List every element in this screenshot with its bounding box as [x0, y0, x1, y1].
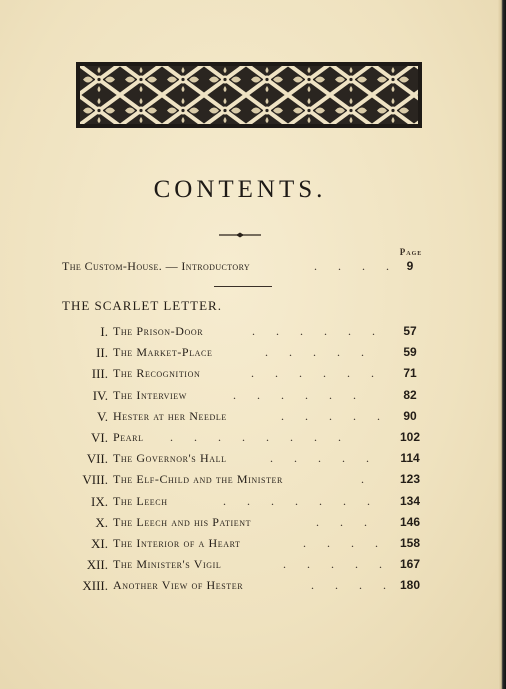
leader-dots: . . . . . .	[252, 324, 384, 338]
chapter-numeral: II.	[96, 345, 108, 361]
chapter-numeral: VIII.	[82, 472, 108, 488]
chapter-numeral: XIII.	[82, 578, 108, 594]
chapter-title: Pearl	[113, 430, 144, 444]
leader-dots: . . . . .	[265, 345, 373, 360]
chapter-numeral: III.	[91, 366, 108, 382]
leader-dots: . . . .	[311, 578, 395, 593]
contents-entry-intro	[0, 259, 506, 279]
ornamental-divider-icon	[219, 231, 261, 239]
contents-entry	[0, 515, 506, 535]
chapter-title: The Interview	[113, 387, 187, 402]
chapter-title: The Prison-Door	[113, 324, 204, 338]
leader-dots: . . . . .	[270, 451, 378, 466]
leader-dots: . . . . . . .	[223, 493, 379, 508]
page-column-header: Page	[399, 247, 423, 257]
chapter-page: 158	[399, 536, 421, 550]
chapter-title: Another View of Hester	[113, 578, 244, 593]
contents-entry	[0, 536, 506, 556]
chapter-page: 71	[403, 366, 417, 381]
section-rule	[214, 286, 272, 287]
lattice-ornament-icon	[78, 64, 420, 126]
chapter-title: The Elf-Child and the Minister	[113, 472, 283, 487]
contents-entry	[0, 451, 506, 471]
chapter-page: 134	[399, 493, 421, 508]
chapter-title: The Minister's Vigil	[113, 557, 222, 572]
leader-dots: . . . . . .	[233, 387, 365, 402]
chapter-page: 167	[399, 557, 421, 572]
contents-entry	[0, 557, 506, 577]
chapter-page: 59	[403, 345, 417, 360]
chapter-title: Hester at her Needle	[113, 408, 227, 423]
chapter-page: 57	[403, 324, 417, 338]
entry-page: 9	[406, 259, 414, 273]
chapter-title: The Market-Place	[113, 345, 213, 360]
section-title: THE SCARLET LETTER.	[62, 298, 222, 313]
chapter-page: 82	[403, 387, 417, 402]
leader-dots: . . . . . .	[251, 366, 383, 381]
leader-dots: . . . .	[303, 536, 387, 550]
chapter-title: The Governor's Hall	[113, 451, 227, 466]
chapter-page: 146	[399, 514, 421, 529]
chapter-title: The Leech and his Patient	[113, 514, 252, 529]
chapter-numeral: V.	[97, 408, 108, 424]
leader-dots: .	[361, 472, 373, 487]
chapter-numeral: IV.	[92, 387, 108, 403]
chapter-title: The Leech	[113, 493, 168, 508]
contents-entry	[0, 366, 506, 386]
contents-entry	[0, 388, 506, 408]
contents-entry	[0, 472, 506, 492]
leader-dots: . . . . .	[281, 408, 389, 423]
entry-title: The Custom-House. — Introductory	[62, 259, 251, 273]
chapter-numeral: VI.	[91, 430, 108, 445]
page-title: CONTENTS.	[153, 176, 327, 203]
contents-entry	[0, 345, 506, 365]
leader-dots: . . . .	[314, 259, 398, 273]
chapter-page: 180	[399, 578, 421, 593]
contents-entry	[0, 494, 506, 514]
contents-entry	[0, 578, 506, 598]
leader-dots: . . . . .	[283, 557, 391, 572]
chapter-numeral: I.	[100, 324, 108, 339]
chapter-numeral: XII.	[86, 557, 108, 573]
chapter-page: 114	[400, 451, 420, 466]
chapter-page: 123	[399, 472, 421, 487]
contents-entry	[0, 324, 506, 344]
chapter-numeral: XI.	[91, 536, 108, 551]
chapter-page: 102	[399, 430, 421, 444]
chapter-numeral: VII.	[86, 451, 108, 467]
chapter-title: The Recognition	[113, 366, 201, 381]
contents-entry	[0, 430, 506, 450]
leader-dots: . . . . . . . .	[170, 430, 350, 444]
decorative-headpiece	[76, 62, 422, 128]
chapter-numeral: IX.	[91, 493, 108, 509]
contents-entry	[0, 409, 506, 429]
chapter-title: The Interior of a Heart	[113, 536, 241, 550]
leader-dots: . . .	[316, 514, 376, 529]
chapter-numeral: X.	[95, 514, 108, 530]
chapter-page: 90	[403, 408, 417, 423]
